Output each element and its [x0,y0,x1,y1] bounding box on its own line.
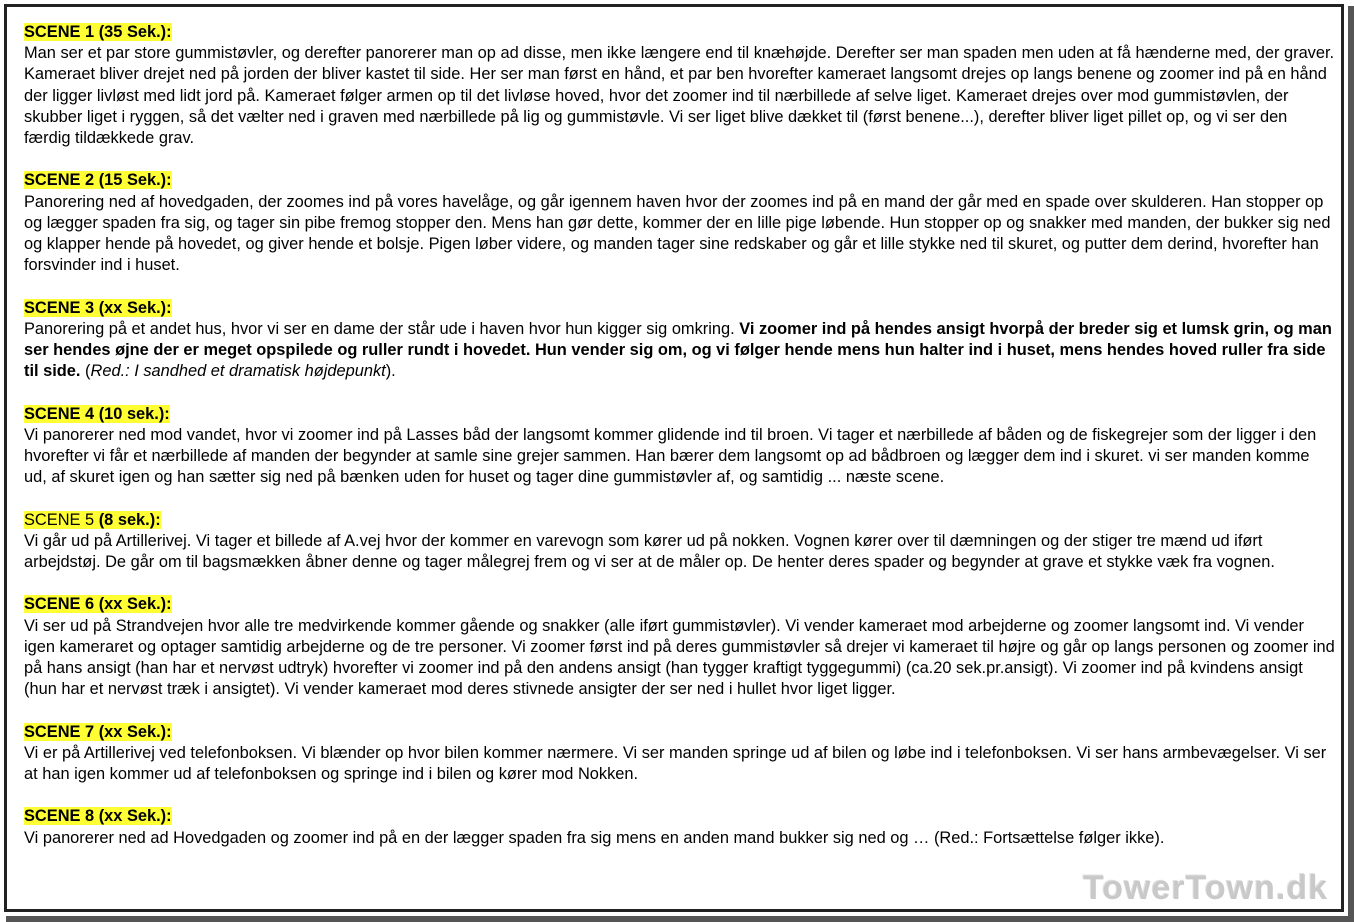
note-close: ). [385,362,396,381]
scene-heading: SCENE 4 (10 sek.): [24,404,170,423]
scene-heading: SCENE 8 (xx Sek.): [24,807,172,826]
scene-text: Vi ser ud på Strandvejen hvor alle tre medvirkende kommer gående og snakker (alle iført gummistøvler). Vi vender kameraet mod arbejderne og zoomer langsomt ind. Vi vender igen kameraret og optager samtidig arbejderne og de tre personer. Vi zoomer først ind på deres gummistøvler så drejer vi kameraet til højre og går op langs personen og zoomer ind på hans ansigt (han har et nervøst udtryk) hvorefter vi zoomer ind på den andens ansigt (han tygger kraftigt tyggegummi) (ca.20 sek.pr.ansigt). Vi zoomer ind på kvindens ansigt (hun har et nervøst træk i ansigtet). Vi vender kameraet mod deres stivnede ansigter der ser ned i hullet hvor liget ligger. [24,616,1335,699]
scene-text: Panorering ned af hovedgaden, der zoomes ind på vores havelåge, og går igennem haven hvor der zoomes ind på en mand der går med en spade over skulderen. Han stopper op og lægger spaden fra sig, og tager sin pibe fremog stopper den. Mens han gør dette, kommer der en lille pige løbende. Hun stopper op og snakker med manden, der bukker sig ned og klapper hende på hovedet, og giver hende et bolsje. Pigen løber videre, og manden tager sine redskaber og går et lille stykke ned til skuret, og putter dem derind, hvorefter han forsvinder ind i huset. [24,192,1331,275]
scene-2 [24,170,1336,276]
scene-heading: SCENE 3 (xx Sek.): [24,298,172,317]
scene-heading: SCENE 7 (xx Sek.): [24,722,172,741]
scene-6 [24,594,1336,700]
scene-text: Man ser et par store gummistøvler, og derefter panorerer man op ad disse, men ikke længere end til knæhøjde. Derefter ser man spaden men uden at få hænderne med, der graver. Kameraet bliver drejet ned på jorden der bliver kastet til side. Her ser man først en hånd, et par ben hvorefter kameraet langsomt drejes op langs benene og zoomer ind på en hånd der ligger livløst med lidt jord på. Kameraet følger armen op til det livløse hoved, hvor det zoomer ind til nærbillede af selve liget. Kameraet drejes over mod gummistøvlen, der skubber liget i ryggen, så det vælter ned i graven med nærbillede på lig og gummistøvle. Vi ser liget blive dækket til (først benene...), derefter bliver liget pillet op, og vi ser den færdig tildækkede grav. [24,44,1335,148]
scene-heading: SCENE 6 (xx Sek.): [24,595,172,614]
scene-5 [24,510,1336,574]
scene-4 [24,404,1336,489]
document-frame [4,4,1344,912]
scene-heading-plain: SCENE 5 [24,510,99,529]
scene-1 [24,22,1336,149]
note-open: ( [80,362,91,381]
scene-heading: (8 sek.): [98,510,161,529]
scene-8 [24,806,1336,848]
scene-text: Vi er på Artillerivej ved telefonboksen. Vi blænder op hvor bilen kommer nærmere. Vi ser manden springe ud af bilen og løbe ind i telefonboksen. Vi ser hans armbevægelser. Vi ser at han igen kommer ud af telefonboksen og springe ind i bilen og kører mod Nokken. [24,743,1327,784]
editor-note: Red.: I sandhed et dramatisk højdepunkt [90,362,386,381]
scene-heading: SCENE 1 (35 Sek.): [24,23,172,41]
scene-heading: SCENE 2 (15 Sek.): [24,171,172,190]
scene-7 [24,722,1336,786]
scene-text: Panorering på et andet hus, hvor vi ser en dame der står ude i haven hvor hun kigger sig omkring. [24,319,740,338]
frame-shadow-right [1348,6,1354,922]
frame-shadow-bottom [6,916,1354,922]
watermark-logo: TowerTown.dk [1082,868,1327,906]
scene-text: Vi panorerer ned mod vandet, hvor vi zoomer ind på Lasses båd der langsomt kommer glidende ind til broen. Vi tager et nærbillede af båden og de fiskegrejer som der ligger i den hvorefter vi får et nærbillede af manden der begynder at samle sine grejer sammen. Han bærer dem langsomt op ad bådbroen og lægger dem ind i skuret. vi ser manden komme ud, af skuret igen og han sætter sig ned på bænken uden for huset og tager dine gummistøvler af, og samtidig ... næste scene. [24,425,1317,487]
scene-text-bold: Vi zoomer ind på hendes ansigt hvorpå der breder sig et lumsk grin, og man ser hendes øjne der er meget opspilede og ruller rundt i hovedet. Hun vender sig om, og vi følger hende mens hun halter ind i huset, mens hendes hoved ruller fra side til side. [24,319,1332,381]
scene-3 [24,298,1336,383]
scene-text: Vi går ud på Artillerivej. Vi tager et billede af A.vej hvor der kommer en varevogn som kører ud på nokken. Vognen kører over til dæmningen og der stiger tre mænd ud iført arbejdstøj. De går om til bagsmækken åbner denne og tager målegrej frem og vi ser at de måler op. De henter deres spader og begynder at grave et stykke væk fra vognen. [24,531,1275,572]
scene-text: Vi panorerer ned ad Hovedgaden og zoomer ind på en der lægger spaden fra sig mens en anden mand bukker sig ned og … (Red.: Fortsættelse følger ikke). [24,828,1165,847]
document-body [24,22,1336,870]
